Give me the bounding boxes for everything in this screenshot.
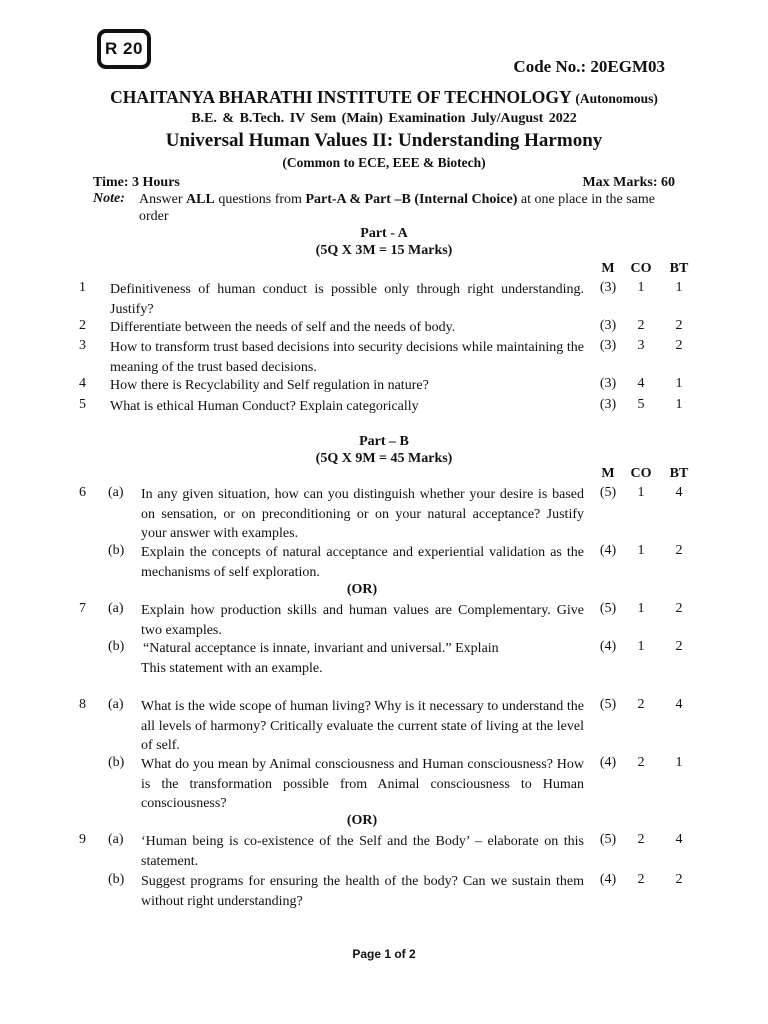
subpart-label: (a) [108, 485, 124, 500]
bt-value: 4 [675, 832, 683, 847]
question-number: 1 [79, 280, 86, 295]
subject-title: Universal Human Values II: Understanding Harmony [165, 130, 603, 151]
question-text: Differentiate between the needs of self and the needs of body. [110, 320, 456, 335]
question-text: What is ethical Human Conduct? Explain categorically [110, 399, 419, 414]
question-number: 3 [79, 338, 86, 353]
bt-value: 1 [675, 280, 683, 295]
bt-value: 2 [675, 601, 683, 616]
subpart-label: (b) [108, 872, 125, 887]
marks-value: (5) [599, 697, 617, 712]
note-post: at one place in the same order [139, 192, 655, 224]
question-number: 5 [79, 397, 86, 412]
question-text: ‘Human being is co-existence of the Self and the Body’ – elaborate on this statement. [141, 834, 584, 869]
marks-value: (5) [599, 832, 617, 847]
bt-value: 2 [675, 543, 683, 558]
question-text: Definitiveness of human conduct is possible only through right understanding. Justify? [110, 282, 584, 317]
question-number: 9 [79, 832, 86, 847]
note-mid: questions from [214, 192, 306, 207]
col-bt-header: BT [669, 466, 689, 481]
question-text: Suggest programs for ensuring the health of the body? Can we sustain them without right understanding? [141, 874, 584, 909]
co-value: 2 [637, 318, 645, 333]
col-co-header: CO [630, 466, 652, 481]
autonomous-label: (Autonomous) [575, 91, 658, 106]
co-value: 2 [637, 872, 645, 887]
note-all: ALL [186, 192, 215, 207]
note-pre: Answer [139, 192, 187, 207]
question-number: 2 [79, 318, 86, 333]
question-text: How there is Recyclability and Self regulation in nature? [110, 378, 429, 393]
institute-name [0, 87, 768, 108]
co-value: 1 [637, 280, 645, 295]
marks-value: (3) [599, 338, 617, 353]
note-label: Note: [93, 191, 125, 206]
question-number: 7 [79, 601, 86, 616]
institute-title: CHAITANYA BHARATHI INSTITUTE OF TECHNOLOGY [110, 87, 572, 107]
page-number: Page 1 of 2 [352, 947, 416, 961]
subpart-label: (a) [108, 832, 124, 847]
question-text: Explain how production skills and human values are Complementary. Give two examples. [141, 603, 584, 638]
bt-value: 2 [675, 318, 683, 333]
marks-value: (3) [599, 318, 617, 333]
marks-value: (3) [599, 397, 617, 412]
marks-value: (4) [599, 755, 617, 770]
question-text-line: This statement with an example. [141, 661, 323, 676]
bt-value: 1 [675, 397, 683, 412]
marks-value: (4) [599, 872, 617, 887]
marks-value: (4) [599, 543, 617, 558]
part-b-title: Part – B [359, 434, 409, 449]
co-value: 2 [637, 832, 645, 847]
code-number: Code No.: 20EGM03 [513, 57, 665, 76]
question-number: 4 [79, 376, 86, 391]
co-value: 1 [637, 543, 645, 558]
part-a-marks: (5Q X 3M = 15 Marks) [315, 243, 453, 258]
time-label: Time: 3 Hours [93, 175, 180, 190]
marks-value: (5) [599, 485, 617, 500]
subpart-label: (b) [108, 639, 125, 654]
question-text: In any given situation, how can you distinguish whether your desire is based on sensation, or on preconditioning or on your natural acceptance? Justify your answer with examples. [141, 487, 584, 541]
bt-value: 2 [675, 338, 683, 353]
regulation-badge: R 20 [97, 29, 151, 69]
note-text [139, 191, 679, 225]
common-to: (Common to ECE, EEE & Biotech) [282, 155, 486, 170]
subpart-label: (b) [108, 543, 125, 558]
co-value: 1 [637, 485, 645, 500]
part-a-title: Part - A [360, 226, 408, 241]
subpart-label: (a) [108, 601, 124, 616]
note-parts: Part-A & Part –B [305, 192, 411, 207]
marks-value: (4) [599, 639, 617, 654]
note-choice: (Internal Choice) [414, 192, 518, 207]
col-m-header: M [601, 466, 615, 481]
question-text-line: “Natural acceptance is innate, invariant and universal.” Explain [143, 641, 499, 656]
bt-value: 1 [675, 755, 683, 770]
part-b-marks: (5Q X 9M = 45 Marks) [315, 451, 453, 466]
subpart-label: (a) [108, 697, 124, 712]
co-value: 5 [637, 397, 645, 412]
co-value: 1 [637, 639, 645, 654]
co-value: 3 [637, 338, 645, 353]
or-separator: (OR) [346, 582, 378, 597]
col-co-header: CO [630, 261, 652, 276]
subpart-label: (b) [108, 755, 125, 770]
bt-value: 2 [675, 639, 683, 654]
question-text: Explain the concepts of natural acceptance and experiential validation as the mechanisms of self exploration. [141, 545, 584, 580]
co-value: 2 [637, 755, 645, 770]
question-number: 8 [79, 697, 86, 712]
bt-value: 2 [675, 872, 683, 887]
marks-value: (3) [599, 280, 617, 295]
exam-line: B.E. & B.Tech. IV Sem (Main) Examination July/August 2022 [191, 111, 577, 126]
bt-value: 1 [675, 376, 683, 391]
bt-value: 4 [675, 485, 683, 500]
co-value: 4 [637, 376, 645, 391]
bt-value: 4 [675, 697, 683, 712]
col-m-header: M [601, 261, 615, 276]
marks-value: (3) [599, 376, 617, 391]
question-text: What is the wide scope of human living? Why is it necessary to understand the all levels of harmony? Critically evaluate the current state of living at the level of self. [141, 699, 584, 753]
question-number: 6 [79, 485, 86, 500]
col-bt-header: BT [669, 261, 689, 276]
or-separator: (OR) [346, 813, 378, 828]
max-marks: Max Marks: 60 [582, 175, 675, 190]
question-text: How to transform trust based decisions into security decisions while maintaining the meaning of the trust based decisions. [110, 340, 584, 375]
co-value: 1 [637, 601, 645, 616]
marks-value: (5) [599, 601, 617, 616]
question-text: What do you mean by Animal consciousness and Human consciousness? How is the transformation possible from Animal consciousness to Human consciousness? [141, 757, 584, 811]
co-value: 2 [637, 697, 645, 712]
